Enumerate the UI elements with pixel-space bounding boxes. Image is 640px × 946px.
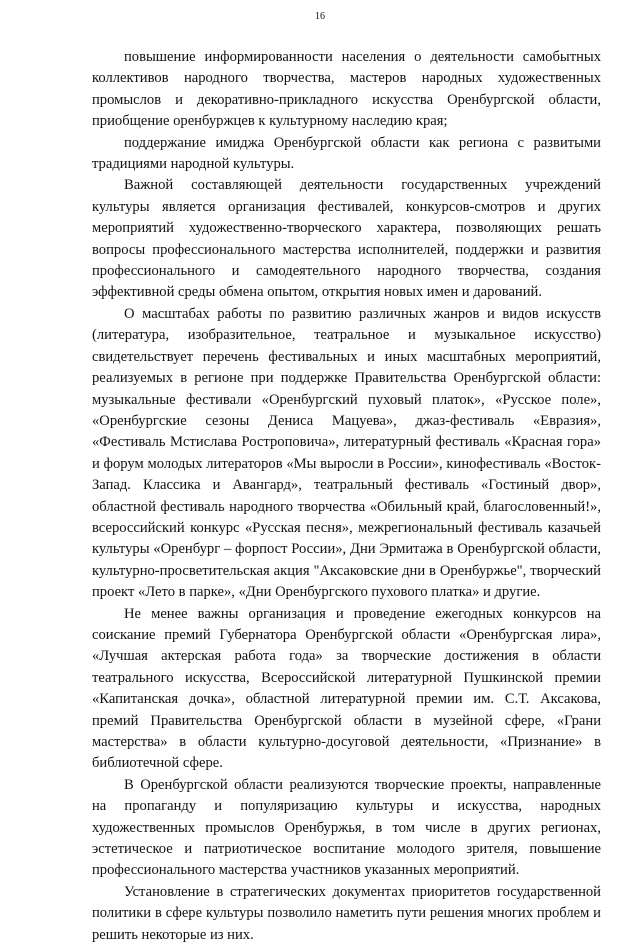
page-number: 16 bbox=[315, 11, 325, 22]
paragraph-3: Важной составляющей деятельности государственных учреждений культуры является организация фестивалей, конкурсов-смотров и других мероприятий художественно-творческого характера, позволяющих решать вопросы профессионального мастерства исполнителей, поддержки и развития профессионального и самодеятельного народного творчества, создания эффективной среды обмена опытом, открытия новых имен и дарований. bbox=[92, 177, 601, 301]
paragraph-2: поддержание имиджа Оренбургской области как региона с развитыми традициями народной культуры. bbox=[92, 134, 601, 173]
paragraph-5: Не менее важны организация и проведение ежегодных конкурсов на соискание премий Губернатора Оренбургской области «Оренбургская лира», «Лучшая актерская работа года» за творческие достижения в области театрального искусства, Всероссийской литературной Пушкинской премии «Капитанская дочка», областной литературной премии им. С.Т. Аксакова, премий Правительства Оренбургской области в музейной сфере, «Грани мастерства» в области культурно-досуговой деятельности, «Признание» в библиотечной сфере. bbox=[92, 605, 601, 772]
paragraph-7: Установление в стратегических документах приоритетов государственной политики в сфере культуры позволило наметить пути решения многих проблем и решить некоторые из них. bbox=[92, 883, 601, 943]
paragraph-1: повышение информированности населения о деятельности самобытных коллективов народного творчества, мастеров народных художественных промыслов и декоративно-прикладного искусства Оренбургской области, приобщение оренбуржцев к культурному наследию края; bbox=[92, 49, 601, 130]
document-body bbox=[92, 47, 601, 946]
paragraph-6: В Оренбургской области реализуются творческие проекты, направленные на пропаганду и популяризацию культуры и искусства, народных художественных промыслов Оренбуржья, в том числе в других регионах, эстетическое и патриотическое воспитание молодого зрителя, повышение профессионального мастерства участников указанных мероприятий. bbox=[92, 776, 601, 879]
paragraph-4: О масштабах работы по развитию различных жанров и видов искусств (литература, изобразительное, театральное и музыкальное искусство) свидетельствует перечень фестивальных и иных масштабных мероприятий, реализуемых в регионе при поддержке Правительства Оренбургской области: музыкальные фестивали «Оренбургский пуховый платок», «Русское поле», «Оренбургские сезоны Дениса Мацуева», джаз-фестиваль «Евразия», «Фестиваль Мстислава Ростроповича», литературный фестиваль «Красная гора» и форум молодых литераторов «Мы выросли в России», кинофестиваль «Восток-Запад. Классика и Авангард», театральный фестиваль «Гостиный двор», областной фестиваль народного творчества «Обильный край, благословенный!», всероссийский конкурс «Русская песня», межрегиональный фестиваль казачьей культуры «Оренбург – форпост России», Дни Эрмитажа в Оренбургской области, культурно-просветительская акция "Аксаковские дни в Оренбуржье", творческий проект «Лето в парке», «Дни Оренбургского пухового платка» и другие. bbox=[92, 305, 601, 601]
